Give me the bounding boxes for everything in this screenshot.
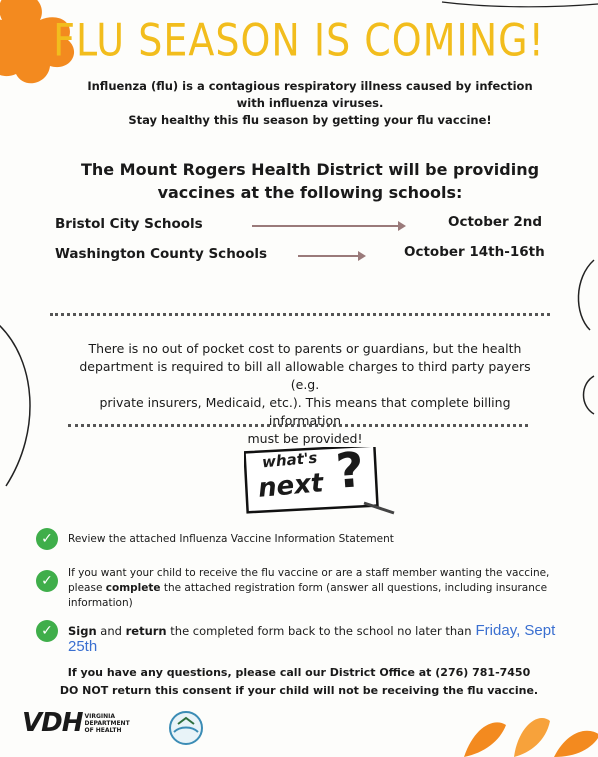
checkmark-icon: ✓ [36, 570, 58, 592]
schedule-date-bristol: October 2nd [448, 214, 543, 230]
schedule-school-bristol: Bristol City Schools [55, 216, 203, 232]
vdh-logo-mark: VDH [22, 708, 83, 738]
contact-info: If you have any questions, please call our District Office at (276) 781-7450 DO NOT return this consent if your child will not be receiving the flu vaccine. [59, 666, 539, 697]
vdh-logo [22, 708, 130, 738]
step-sign-return: ✓ Sign and return the completed form back to the school no later than Friday, Sept 25th [36, 620, 568, 655]
checkmark-icon: ✓ [36, 528, 58, 550]
page-title: FLU SEASON IS COMING! [53, 14, 545, 66]
intro-text: Influenza (flu) is a contagious respiratory illness caused by infection with influenza viruses. Stay healthy this flu season by getting your flu vaccine! [87, 79, 533, 127]
dotted-divider [68, 424, 528, 427]
checkmark-icon: ✓ [36, 620, 58, 642]
curve-decoration-left [0, 320, 46, 490]
providing-heading: The Mount Rogers Health District will be providing vaccines at the following schools: [80, 160, 540, 202]
schedule-school-washington: Washington County Schools [55, 246, 268, 262]
health-district-seal-icon [168, 710, 204, 746]
billing-notice: There is no out of pocket cost to parents or guardians, but the health department is required to bill all allowable charges to third party payers (e.g. private insurers, Medicaid, etc.). This means that complete billing information must be provided! [79, 341, 531, 446]
dotted-divider [50, 313, 550, 316]
deadline-handwritten: Friday, Sept 25th [68, 622, 556, 655]
vdh-logo-subtitle: VIRGINIA DEPARTMENT OF HEALTH [84, 712, 130, 734]
curve-decoration-right [566, 258, 596, 418]
whats-word: what's [261, 448, 319, 472]
question-mark: ? [334, 442, 366, 500]
schedule-arrow [298, 255, 360, 257]
step-review: ✓ Review the attached Influenza Vaccine Information Statement [36, 528, 568, 550]
step-complete-form: ✓ If you want your child to receive the flu vaccine or are a staff member wanting the vaccine, please complete the attached registration form (answer all questions, including insurance information) [36, 566, 568, 611]
whats-next-sign [244, 442, 400, 515]
schedule-arrow [252, 225, 400, 227]
schedule-date-washington: October 14th-16th [404, 244, 545, 260]
next-word: next [256, 468, 325, 504]
curve-decoration-top [440, 0, 598, 12]
